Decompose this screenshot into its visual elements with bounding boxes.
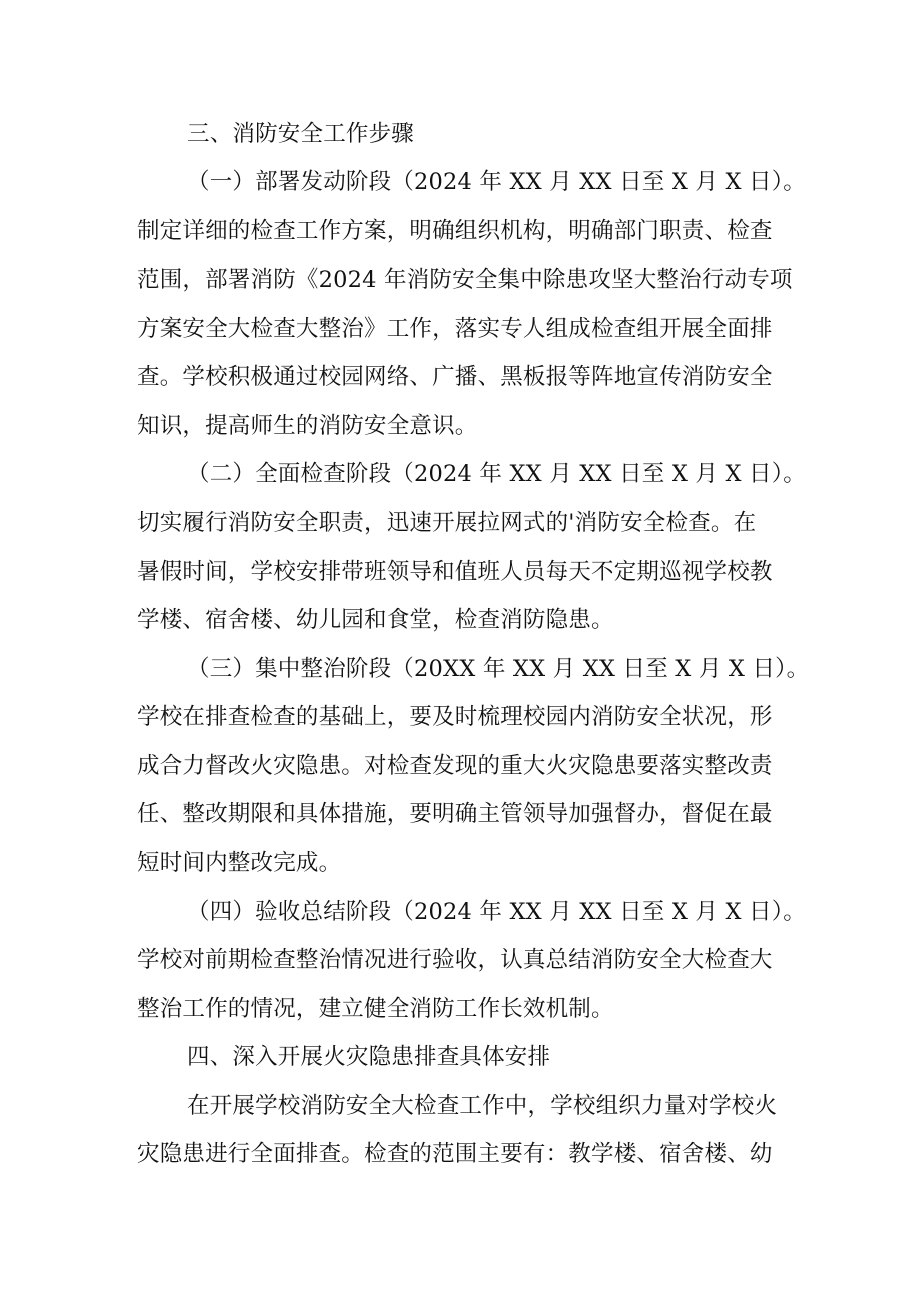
paragraph-line: 成合力督改火灾隐患。对检查发现的重大火灾隐患要落实整改责 bbox=[137, 753, 773, 779]
section-heading-4: 四、深入开展火灾隐患排查具体安排 bbox=[187, 1044, 551, 1070]
paragraph-line: 学楼、宿舍楼、幼儿园和食堂，检查消防隐患。 bbox=[137, 607, 614, 633]
paragraph-line: 范围，部署消防《2024 年消防安全集中除患攻坚大整治行动专项 bbox=[137, 267, 793, 293]
paragraph-line: 知识，提高师生的消防安全意识。 bbox=[137, 413, 478, 439]
section-heading-3: 三、消防安全工作步骤 bbox=[187, 121, 415, 147]
paragraph-line: 方案安全大检查大整治》工作，落实专人组成检查组开展全面排 bbox=[137, 316, 773, 342]
paragraph-line: 学校对前期检查整治情况进行验收，认真总结消防安全大检查大 bbox=[137, 947, 773, 973]
paragraph-line: 制定详细的检查工作方案，明确组织机构，明确部门职责、检查 bbox=[137, 218, 773, 244]
paragraph-line: 任、整改期限和具体措施，要明确主管领导加强督办，督促在最 bbox=[137, 801, 773, 827]
paragraph-line: 整治工作的情况，建立健全消防工作长效机制。 bbox=[137, 996, 614, 1022]
paragraph-line: 学校在排查检查的基础上，要及时梳理校园内消防安全状况，形 bbox=[137, 704, 773, 730]
paragraph-line: 查。学校积极通过校园网络、广播、黑板报等阵地宣传消防安全 bbox=[137, 364, 773, 390]
paragraph-line: 短时间内整改完成。 bbox=[137, 850, 342, 876]
subsection-heading-2: （二）全面检查阶段（2024 年 XX 月 XX 日至 X 月 X 日）。 bbox=[187, 461, 806, 487]
paragraph-line: 暑假时间，学校安排带班领导和值班人员每天不定期巡视学校教 bbox=[137, 559, 773, 585]
subsection-heading-3: （三）集中整治阶段（20XX 年 XX 月 XX 日至 X 月 X 日）。 bbox=[187, 656, 810, 682]
paragraph-line: 灾隐患进行全面排查。检查的范围主要有：教学楼、宿舍楼、幼 bbox=[137, 1141, 773, 1167]
paragraph-line: 切实履行消防安全职责，迅速开展拉网式的'消防安全检查。在 bbox=[137, 510, 757, 536]
subsection-heading-1: （一）部署发动阶段（2024 年 XX 月 XX 日至 X 月 X 日）。 bbox=[187, 169, 806, 195]
subsection-heading-4: （四）验收总结阶段（2024 年 XX 月 XX 日至 X 月 X 日）。 bbox=[187, 899, 806, 925]
paragraph-line: 在开展学校消防安全大检查工作中，学校组织力量对学校火 bbox=[187, 1093, 778, 1119]
